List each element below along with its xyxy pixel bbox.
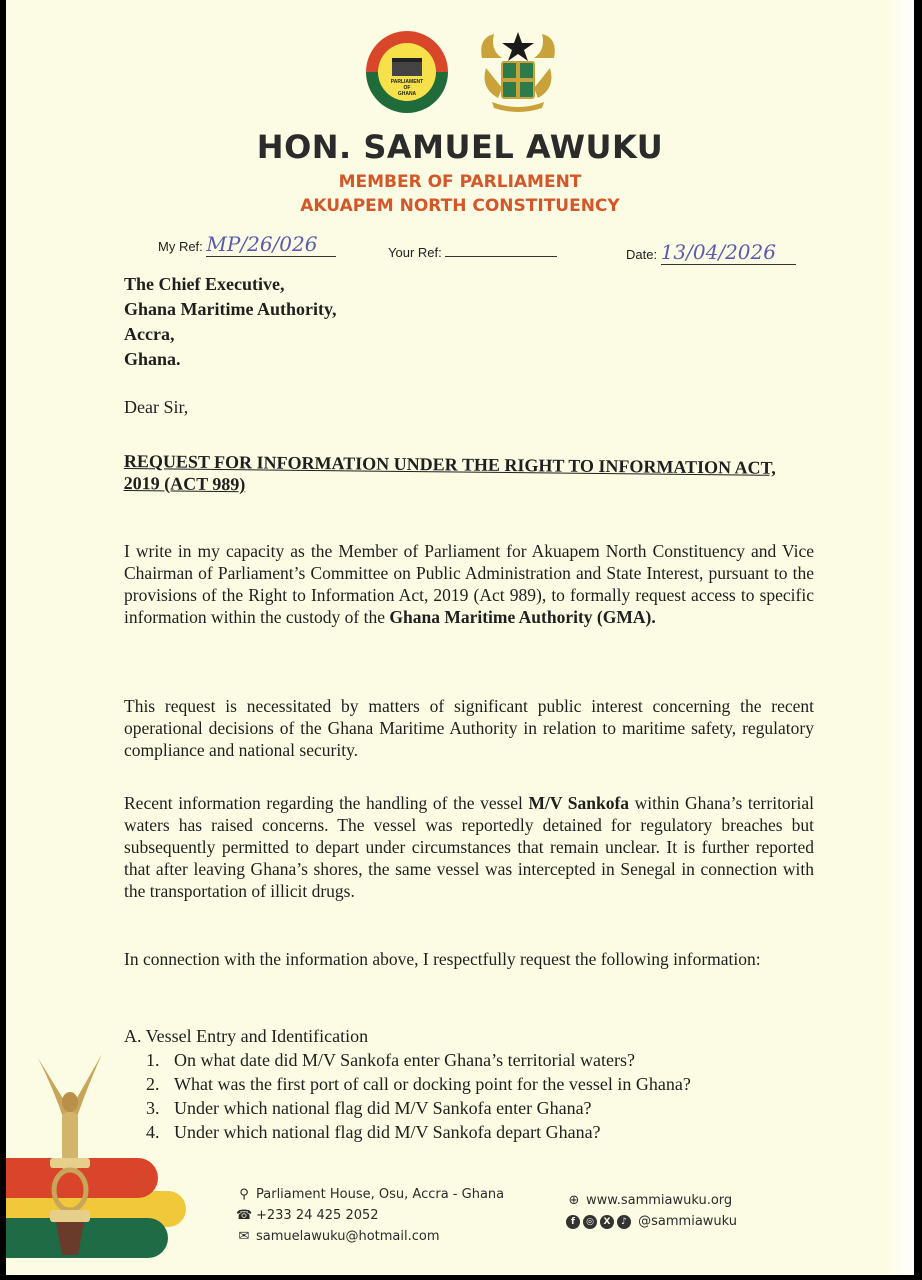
p1-bold: Ghana Maritime Authority (GMA). [389, 607, 656, 627]
facebook-icon[interactable]: f [566, 1215, 580, 1229]
phone-row [236, 1205, 504, 1226]
social-handle[interactable]: @sammiawuku [638, 1214, 738, 1229]
recipient-line: Accra, [124, 324, 175, 344]
mp-title: MEMBER OF PARLIAMENT [338, 172, 582, 192]
list-item [146, 1048, 786, 1072]
paragraph-4: In connection with the information above, I respectfully request the following information: [124, 949, 761, 969]
globe-icon: ⊕ [568, 1193, 580, 1208]
salutation: Dear Sir, [124, 397, 189, 417]
paragraph-1 [124, 540, 814, 628]
tiktok-icon[interactable]: ♪ [617, 1215, 631, 1229]
vessel-name: M/V Sankofa [528, 793, 630, 813]
question-text: Under which national flag did M/V Sankofa depart Ghana? [174, 1122, 601, 1142]
email-link[interactable]: samuelawuku@hotmail.com [256, 1229, 440, 1244]
your-ref-label: Your Ref: [388, 245, 442, 260]
paragraph-2: This request is necessitated by matters of significant public interest concerning the recent operational decisions of the Ghana Maritime Authority in relation to maritime safety, regulatory compliance and national security. [124, 696, 814, 760]
website-row [566, 1190, 737, 1211]
your-ref-value [445, 244, 557, 257]
parliament-seal-icon [366, 31, 448, 113]
my-ref [158, 232, 336, 257]
address-text: Parliament House, Osu, Accra - Ghana [256, 1187, 505, 1202]
recipient-line: Ghana. [124, 349, 181, 369]
contact-right [566, 1190, 737, 1232]
question-number: 2. [146, 1074, 160, 1094]
question-list [146, 1048, 786, 1144]
social-row [566, 1211, 737, 1232]
date [626, 240, 796, 265]
p3-pre: Recent information regarding the handling of the vessel [124, 793, 529, 813]
coat-of-arms-icon [476, 28, 560, 116]
my-ref-label: My Ref: [158, 239, 203, 254]
phone-text: +233 24 425 2052 [256, 1208, 379, 1223]
location-pin-icon: ⚲ [239, 1187, 249, 1202]
instagram-icon[interactable]: ◎ [583, 1215, 597, 1229]
letter-page [6, 0, 914, 1275]
logo-row [366, 28, 560, 116]
question-text: What was the first port of call or docking point for the vessel in Ghana? [174, 1074, 691, 1094]
website-link[interactable]: www.sammiawuku.org [586, 1193, 733, 1208]
mace-eagle-icon [34, 1050, 106, 1265]
seal-text-2: OF [403, 85, 411, 91]
question-number: 3. [146, 1098, 160, 1118]
x-icon[interactable]: X [600, 1215, 614, 1229]
date-label: Date: [626, 247, 658, 262]
list-item [146, 1120, 786, 1144]
envelope-icon: ✉ [238, 1229, 250, 1244]
recipient-line: Ghana Maritime Authority, [124, 299, 337, 319]
list-item [146, 1096, 786, 1120]
your-ref [388, 244, 557, 260]
seal-text-1: PARLIAMENT [390, 79, 424, 85]
email-row [236, 1226, 504, 1247]
my-ref-value: MP/26/026 [206, 232, 336, 257]
constituency: AKUAPEM NORTH CONSTITUENCY [300, 196, 620, 216]
section-a-heading: A. Vessel Entry and Identification [124, 1026, 369, 1046]
p3-post: within Ghana’s territorial waters has raised concerns. The vessel was reportedly detained for regulatory breaches but subsequently permitted to depart under circumstances that remain unclear. It is further reported that after leaving Ghana’s shores, the same vessel was intercepted in Senegal in connection with the transportation of illicit drugs. [124, 793, 815, 901]
recipient-line: The Chief Executive, [124, 274, 285, 294]
recipient-address [124, 272, 814, 372]
subject-heading: REQUEST FOR INFORMATION UNDER THE RIGHT TO INFORMATION ACT, 2019 (ACT 989) [123, 450, 776, 495]
seal-text-3: GHANA [397, 91, 417, 97]
p1-text: I write in my capacity as the Member of Parliament for Akuapem North Constituency and Vice Chairman of Parliament’s Committee on Public Administration and State Interest, pursuant to the provisions of the Right to Information Act, 2019 (Act 989), to formally request access to specific information within the custody of the [124, 541, 814, 627]
date-value: 13/04/2026 [661, 240, 796, 265]
question-number: 1. [146, 1050, 160, 1070]
mp-name: HON. SAMUEL AWUKU [256, 128, 664, 166]
list-item [146, 1072, 786, 1096]
question-text: On what date did M/V Sankofa enter Ghana’s territorial waters? [174, 1050, 636, 1070]
question-number: 4. [146, 1122, 160, 1142]
question-text: Under which national flag did M/V Sankofa enter Ghana? [174, 1098, 592, 1118]
paragraph-3 [124, 792, 814, 902]
address-row [236, 1184, 504, 1205]
contact-left [236, 1184, 504, 1247]
telephone-icon: ☎ [236, 1208, 253, 1223]
